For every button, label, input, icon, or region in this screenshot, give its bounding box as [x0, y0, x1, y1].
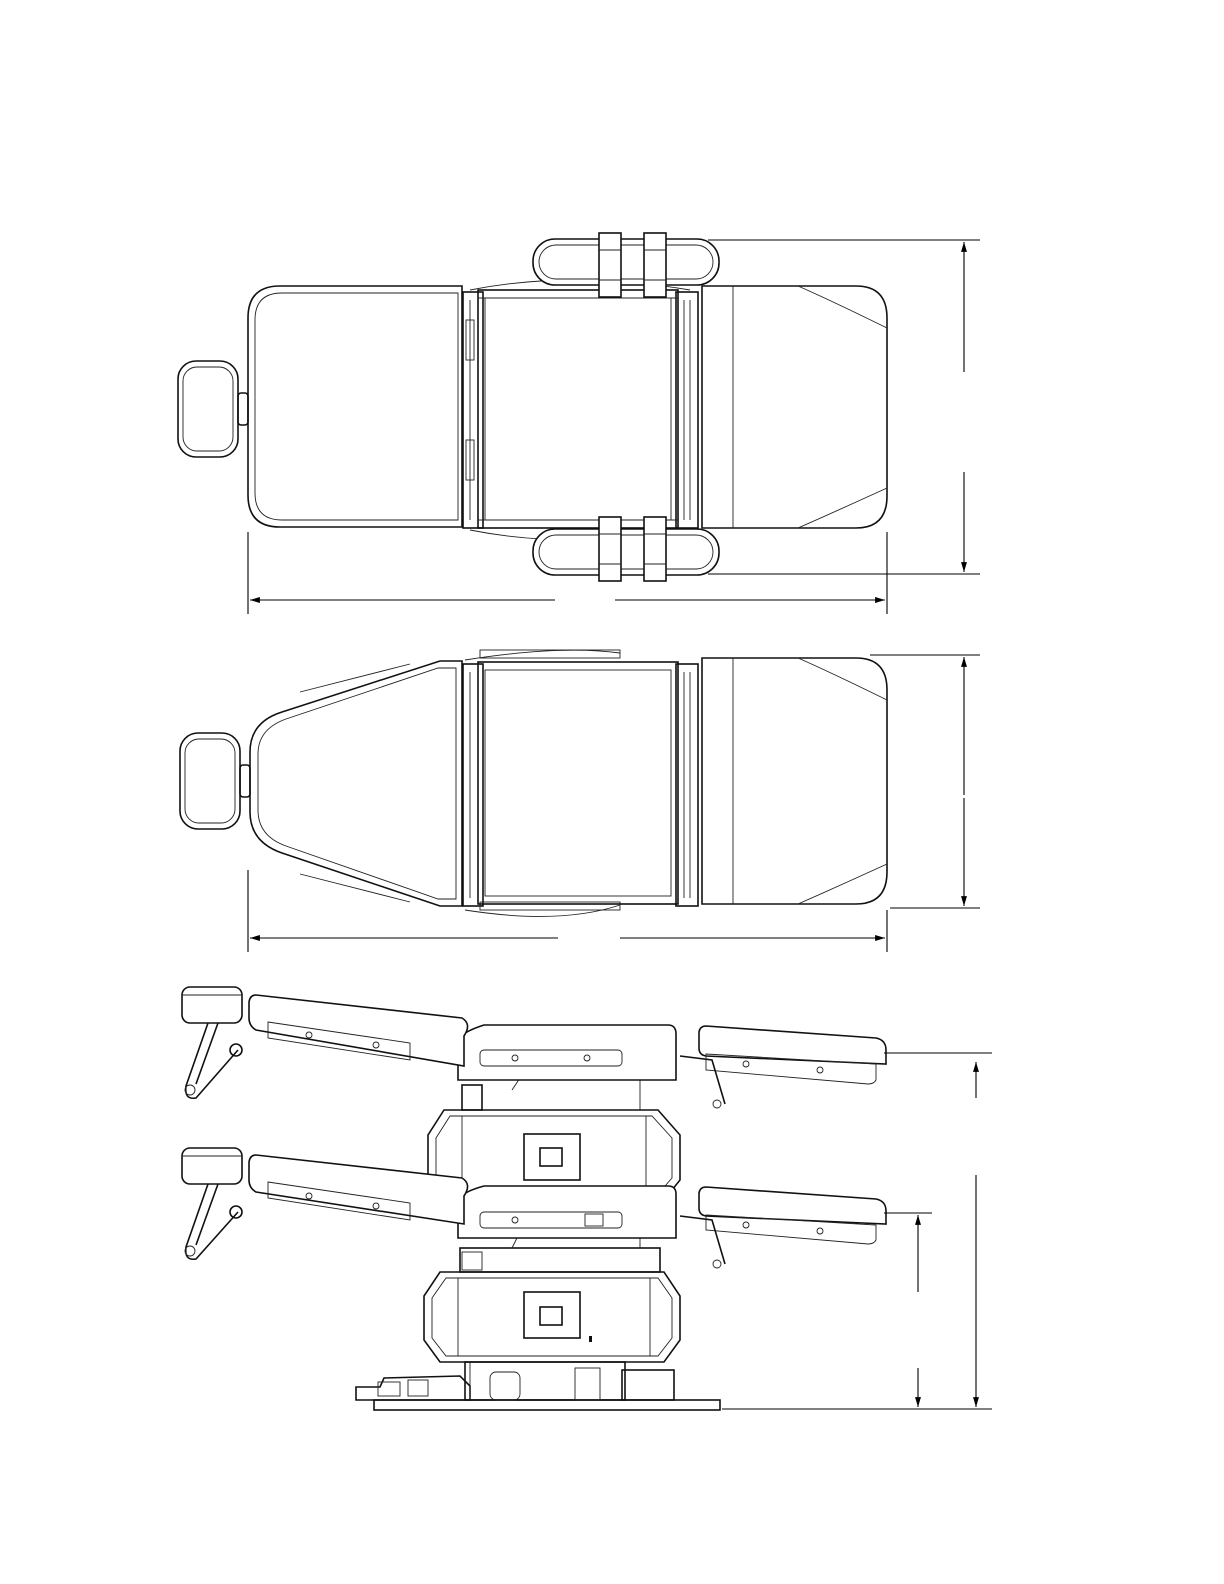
top-view-no-armrests	[180, 650, 980, 952]
dimensions-3	[722, 1053, 992, 1409]
backrest-side-raised	[249, 995, 468, 1066]
base-plate	[356, 1362, 720, 1410]
legrest-top-1	[702, 286, 887, 528]
legrest-top-2	[702, 658, 887, 904]
base-housing-lower	[424, 1272, 680, 1362]
legrest-side-raised	[680, 1026, 886, 1108]
frame-rails-1	[463, 280, 698, 540]
armrest-lower-1	[533, 517, 719, 581]
legrest-side-lowered	[680, 1187, 886, 1268]
headrest-top-2	[180, 733, 250, 829]
dimensions-2	[248, 655, 980, 952]
lift-column	[460, 1075, 660, 1272]
backrest-side-lowered	[249, 1155, 468, 1224]
headrest-top-1	[178, 361, 248, 457]
seat-side-raised	[458, 1025, 676, 1080]
backrest-top-1	[248, 286, 462, 527]
headrest-side-raised	[182, 987, 242, 1098]
seat-top-2	[478, 662, 678, 904]
seat-side-lowered	[458, 1186, 676, 1238]
armrest-upper-1	[533, 233, 719, 297]
frame-rails-2	[463, 650, 698, 916]
seat-top-1	[478, 290, 678, 528]
top-view-armrests	[178, 233, 980, 614]
side-view-positions	[182, 987, 992, 1410]
backrest-top-2	[250, 661, 462, 906]
headrest-side-lowered	[182, 1148, 242, 1259]
